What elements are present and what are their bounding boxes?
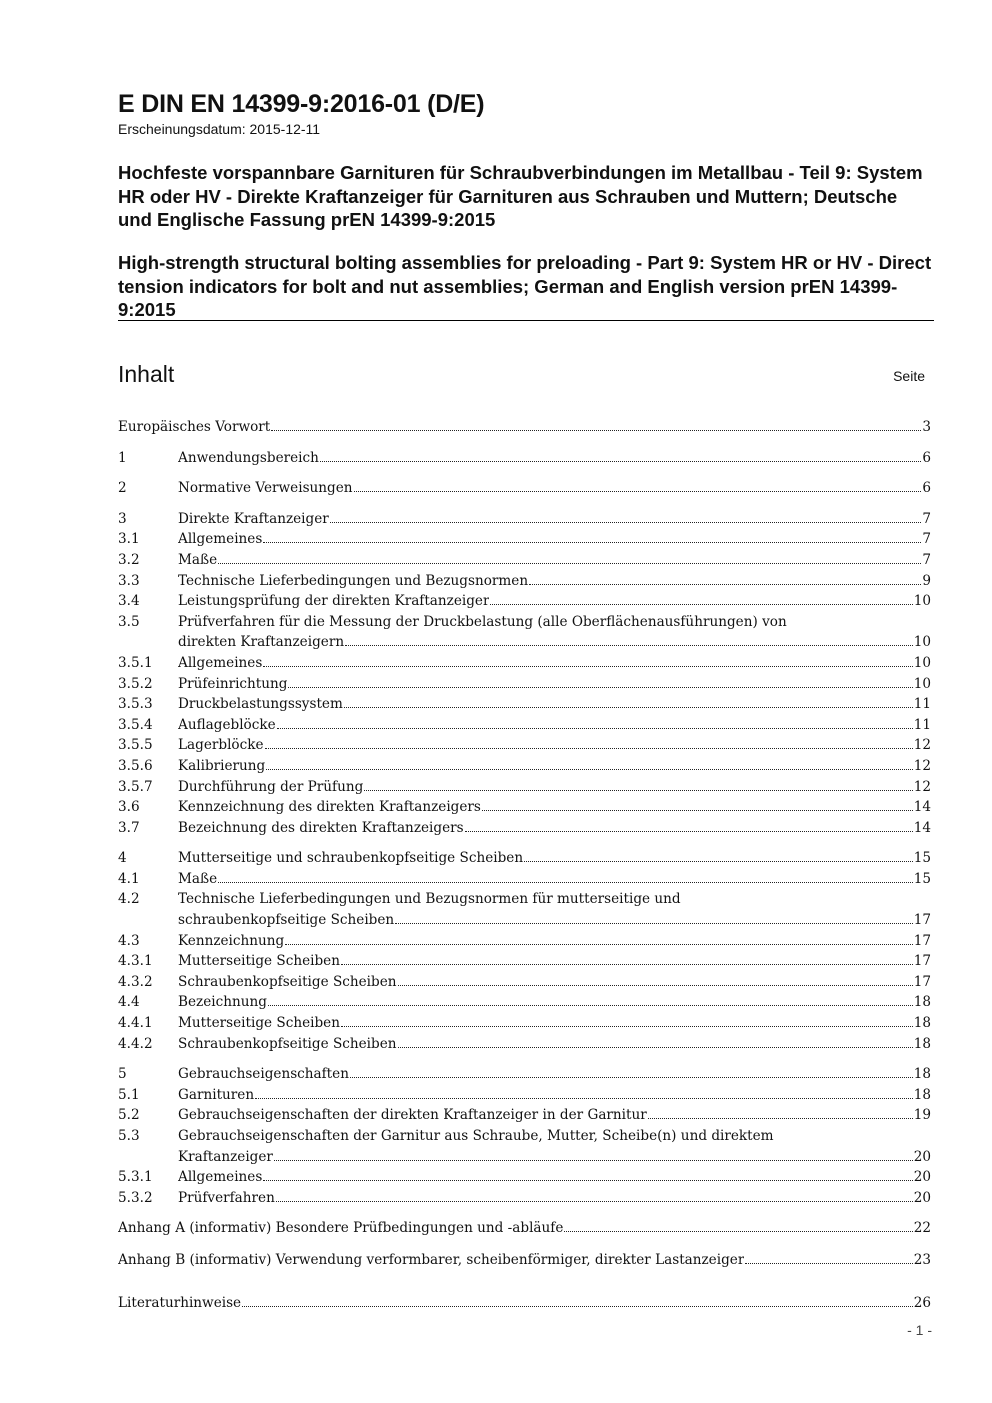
dot-leader [398, 1047, 913, 1048]
toc-entry-title-continued: Kraftanzeiger [178, 1148, 273, 1165]
toc-entry[interactable] [118, 550, 931, 571]
toc-entry-continuation[interactable] [118, 910, 931, 931]
toc-entry-page: 20 [913, 1148, 931, 1165]
toc-entry[interactable] [118, 818, 931, 839]
toc-entry-title: Allgemeines [178, 1169, 263, 1186]
dot-leader [350, 1077, 913, 1078]
toc-entry-number: 5.3 [118, 1128, 140, 1144]
dot-leader [354, 491, 922, 492]
toc-entry-page: 17 [913, 953, 931, 970]
toc-entry-title: Prüfeinrichtung [178, 675, 288, 692]
toc-entry-number: 5.3.2 [118, 1189, 153, 1206]
toc-entry-title: Druckbelastungssystem [178, 696, 343, 713]
dot-leader [268, 1005, 913, 1006]
toc-entry-number: 3.5 [118, 613, 140, 630]
toc-entry-number: 4.4 [118, 994, 140, 1011]
dot-leader [364, 790, 912, 791]
toc-entry-title: Mutterseitige Scheiben [178, 1015, 340, 1032]
toc-entry-page: 12 [913, 757, 931, 774]
toc-entry-page: 22 [913, 1220, 931, 1237]
toc-entry[interactable] [118, 1034, 931, 1055]
toc-entry-title: Lagerblöcke [178, 737, 264, 754]
toc-entry-page: 12 [913, 737, 931, 754]
dot-leader [276, 1201, 913, 1202]
toc-entry-title: Garnituren [178, 1086, 255, 1103]
toc-entry-page: 18 [913, 1015, 931, 1032]
toc-entry-continuation[interactable] [118, 1147, 931, 1168]
dot-leader [320, 461, 921, 462]
toc-entry-title: Mutterseitige Scheiben [178, 953, 340, 970]
toc-entry-title: Leistungsprüfung der direkten Kraftanzeiger [178, 593, 490, 610]
toc-entry-title: Normative Verweisungen [178, 480, 353, 497]
toc-entry[interactable] [118, 869, 931, 890]
toc-entry[interactable] [118, 694, 931, 715]
toc-entry[interactable] [118, 1064, 931, 1085]
toc-entry-page: 11 [913, 696, 931, 713]
toc-entry-title: Bezeichnung [178, 994, 267, 1011]
toc-entry-title: Gebrauchseigenschaften der Garnitur aus Schraube, Mutter, Scheibe(n) und direktem [178, 1128, 774, 1144]
toc-entry-title-continued: schraubenkopfseitige Scheiben [178, 912, 395, 929]
toc-entry-number: 3.5.1 [118, 654, 153, 671]
toc-entry-number: 1 [118, 449, 127, 466]
toc-entry-number: 3.4 [118, 593, 140, 610]
table-of-contents [118, 417, 931, 1313]
toc-entry-page: 20 [913, 1189, 931, 1206]
toc-entry[interactable] [118, 1013, 931, 1034]
toc-entry-number: 4.3.2 [118, 973, 153, 990]
toc-entry-title: Gebrauchseigenschaften der direkten Kraftanzeiger in der Garnitur [178, 1107, 647, 1124]
toc-entry-page: 18 [913, 994, 931, 1011]
toc-entry-page: 18 [913, 1086, 931, 1103]
toc-entry-title: Technische Lieferbedingungen und Bezugsnormen [178, 572, 529, 589]
toc-entry[interactable] [118, 1293, 931, 1314]
dot-leader [341, 964, 913, 965]
document-id: E DIN EN 14399-9:2016-01 (D/E) [118, 90, 485, 118]
dot-leader [524, 861, 913, 862]
toc-entry-number: 3.2 [118, 551, 140, 568]
toc-entry-page: 18 [913, 1035, 931, 1052]
toc-entry-title: Prüfverfahren [178, 1189, 275, 1206]
toc-entry-page: 19 [913, 1107, 931, 1124]
dot-leader [263, 542, 921, 543]
toc-entry-page: 17 [913, 973, 931, 990]
toc-entry-number: 3.5.7 [118, 778, 153, 795]
header-divider [118, 320, 934, 321]
toc-entry[interactable] [118, 529, 931, 550]
toc-entry-number: 3.6 [118, 799, 140, 816]
toc-entry-number: 5 [118, 1066, 127, 1083]
toc-entry-number: 3.7 [118, 819, 140, 836]
toc-entry-number: 5.2 [118, 1107, 140, 1124]
toc-entry-title: Kalibrierung [178, 757, 266, 774]
toc-entry[interactable] [118, 777, 931, 798]
publication-date: Erscheinungsdatum: 2015-12-11 [118, 121, 321, 137]
toc-entry-title: Kennzeichnung [178, 932, 285, 949]
toc-entry-page: 17 [913, 912, 931, 929]
toc-entry[interactable] [118, 972, 931, 993]
toc-entry-page: 15 [913, 870, 931, 887]
dot-leader [465, 831, 913, 832]
toc-entry-page: 14 [913, 799, 931, 816]
toc-entry-page: 14 [913, 819, 931, 836]
toc-entry-title: Anwendungsbereich [178, 449, 319, 466]
dot-leader [490, 604, 912, 605]
toc-entry-title: Auflageblöcke [178, 716, 276, 733]
toc-entry-number: 3.5.4 [118, 716, 153, 733]
dot-leader [271, 430, 921, 431]
toc-entry-page: 9 [922, 572, 931, 589]
dot-leader [242, 1306, 913, 1307]
toc-entry-page: 20 [913, 1169, 931, 1186]
dot-leader [529, 584, 921, 585]
toc-entry[interactable] [118, 653, 931, 674]
toc-entry[interactable] [118, 797, 931, 818]
toc-entry-number: 3.5.6 [118, 757, 153, 774]
dot-leader [263, 666, 912, 667]
toc-entry-title: Mutterseitige und schraubenkopfseitige Scheiben [178, 850, 524, 867]
page-number: - 1 - [907, 1322, 932, 1338]
toc-entry[interactable] [118, 889, 931, 910]
title-english: High-strength structural bolting assemblies for preloading - Part 9: System HR or HV - Direct tension indicators for bolt and nut assemblies; German and English version prEN 14399-9:2015 [118, 252, 932, 320]
toc-entry-number: 5.1 [118, 1086, 140, 1103]
dot-leader [482, 810, 913, 811]
toc-entry-number: 4.3.1 [118, 953, 153, 970]
toc-entry[interactable] [118, 448, 931, 469]
toc-entry-number: 5.3.1 [118, 1169, 153, 1186]
toc-entry[interactable] [118, 1188, 931, 1209]
toc-entry-number: 3.1 [118, 531, 140, 548]
toc-entry[interactable] [118, 1105, 931, 1126]
toc-entry-number: 3.5.5 [118, 737, 153, 754]
toc-entry-title: Allgemeines [178, 654, 263, 671]
toc-entry-title: Schraubenkopfseitige Scheiben [178, 1035, 397, 1052]
toc-entry[interactable] [118, 951, 931, 972]
toc-entry[interactable] [118, 756, 931, 777]
toc-entry-continuation[interactable] [118, 632, 931, 653]
toc-entry[interactable] [118, 417, 931, 438]
toc-entry-number: 2 [118, 480, 127, 497]
toc-entry-page: 7 [922, 551, 931, 568]
toc-entry[interactable] [118, 735, 931, 756]
dot-leader [330, 522, 922, 523]
toc-entry-number: 3 [118, 510, 127, 527]
toc-entry-title: Schraubenkopfseitige Scheiben [178, 973, 397, 990]
toc-entry[interactable] [118, 674, 931, 695]
dot-leader [218, 882, 913, 883]
toc-entry[interactable] [118, 571, 931, 592]
toc-entry[interactable] [118, 848, 931, 869]
toc-entry[interactable] [118, 478, 931, 499]
toc-entry-page: 23 [913, 1251, 931, 1268]
toc-entry-number: 4.4.2 [118, 1035, 153, 1052]
toc-entry[interactable] [118, 1126, 931, 1147]
toc-entry-title: Gebrauchseigenschaften [178, 1066, 349, 1083]
toc-entry[interactable] [118, 591, 931, 612]
toc-entry[interactable] [118, 1250, 931, 1271]
toc-entry-title: Maße [178, 870, 218, 887]
toc-entry-page: 11 [913, 716, 931, 733]
toc-entry-title: Kennzeichnung des direkten Kraftanzeigers [178, 799, 481, 816]
toc-entry-title: Anhang B (informativ) Verwendung verformbarer, scheibenförmiger, direkter Lastanzeiger [118, 1251, 745, 1268]
toc-entry[interactable] [118, 1085, 931, 1106]
toc-entry-number: 4.3 [118, 932, 140, 949]
toc-entry-number: 3.5.2 [118, 675, 153, 692]
dot-leader [745, 1263, 912, 1264]
toc-entry[interactable] [118, 612, 931, 633]
toc-entry-page: 6 [922, 449, 931, 466]
toc-entry[interactable] [118, 715, 931, 736]
dot-leader [274, 1160, 913, 1161]
toc-entry-title: Maße [178, 551, 218, 568]
toc-entry-page: 12 [913, 778, 931, 795]
dot-leader [395, 923, 913, 924]
toc-entry-number: 4.1 [118, 870, 140, 887]
dot-leader [255, 1098, 913, 1099]
toc-entry-title: Bezeichnung des direkten Kraftanzeigers [178, 819, 464, 836]
toc-entry-title: Direkte Kraftanzeiger [178, 510, 329, 527]
toc-entry-title: Prüfverfahren für die Messung der Druckbelastung (alle Oberflächenausführungen) von [178, 613, 787, 630]
toc-entry-title-continued: direkten Kraftanzeigern [178, 634, 345, 651]
dot-leader [277, 728, 913, 729]
toc-entry-page: 7 [922, 510, 931, 527]
toc-entry-title: Durchführung der Prüfung [178, 778, 364, 795]
title-german: Hochfeste vorspannbare Garnituren für Schraubverbindungen im Metallbau - Teil 9: System HR oder HV - Direkte Kraftanzeiger für Garnituren aus Schrauben und Muttern; Deutsche und Englische Fassung prEN 14399-9:2015 [118, 162, 923, 230]
toc-entry-number: 4.2 [118, 891, 140, 908]
toc-entry-page: 26 [913, 1294, 931, 1311]
dot-leader [263, 1180, 912, 1181]
toc-entry-number: 4 [118, 850, 127, 867]
toc-entry[interactable] [118, 1167, 931, 1188]
toc-entry-page: 6 [922, 480, 931, 497]
dot-leader [345, 645, 913, 646]
toc-entry-page: 18 [913, 1066, 931, 1083]
toc-entry-page: 10 [913, 634, 931, 651]
dot-leader [648, 1118, 913, 1119]
toc-entry[interactable] [118, 509, 931, 530]
toc-entry-page: 10 [913, 675, 931, 692]
toc-entry-page: 15 [913, 850, 931, 867]
toc-entry-number: 3.3 [118, 572, 140, 589]
toc-entry[interactable] [118, 1218, 931, 1239]
toc-entry-number: 4.4.1 [118, 1015, 153, 1032]
toc-entry-title: Literaturhinweise [118, 1294, 242, 1311]
toc-entry-title: Allgemeines [178, 531, 263, 548]
toc-heading: Inhalt [118, 361, 175, 387]
toc-entry-page: 7 [922, 531, 931, 548]
page-column-label: Seite [893, 368, 925, 384]
dot-leader [341, 1026, 913, 1027]
dot-leader [218, 563, 921, 564]
dot-leader [564, 1231, 912, 1232]
dot-leader [398, 985, 913, 986]
dot-leader [285, 944, 912, 945]
toc-entry-number: 3.5.3 [118, 696, 153, 713]
dot-leader [288, 687, 912, 688]
toc-entry-page: 10 [913, 593, 931, 610]
toc-entry-page: 17 [913, 932, 931, 949]
dot-leader [265, 748, 913, 749]
toc-entry-page: 10 [913, 654, 931, 671]
dot-leader [344, 707, 913, 708]
toc-entry-title: Technische Lieferbedingungen und Bezugsnormen für mutterseitige und [178, 891, 681, 908]
toc-entry-page: 3 [922, 419, 931, 435]
dot-leader [266, 769, 912, 770]
toc-entry-title: Anhang A (informativ) Besondere Prüfbedingungen und -abläufe [118, 1220, 564, 1237]
toc-entry[interactable] [118, 992, 931, 1013]
toc-entry-title: Europäisches Vorwort [118, 419, 271, 435]
toc-entry[interactable] [118, 931, 931, 952]
